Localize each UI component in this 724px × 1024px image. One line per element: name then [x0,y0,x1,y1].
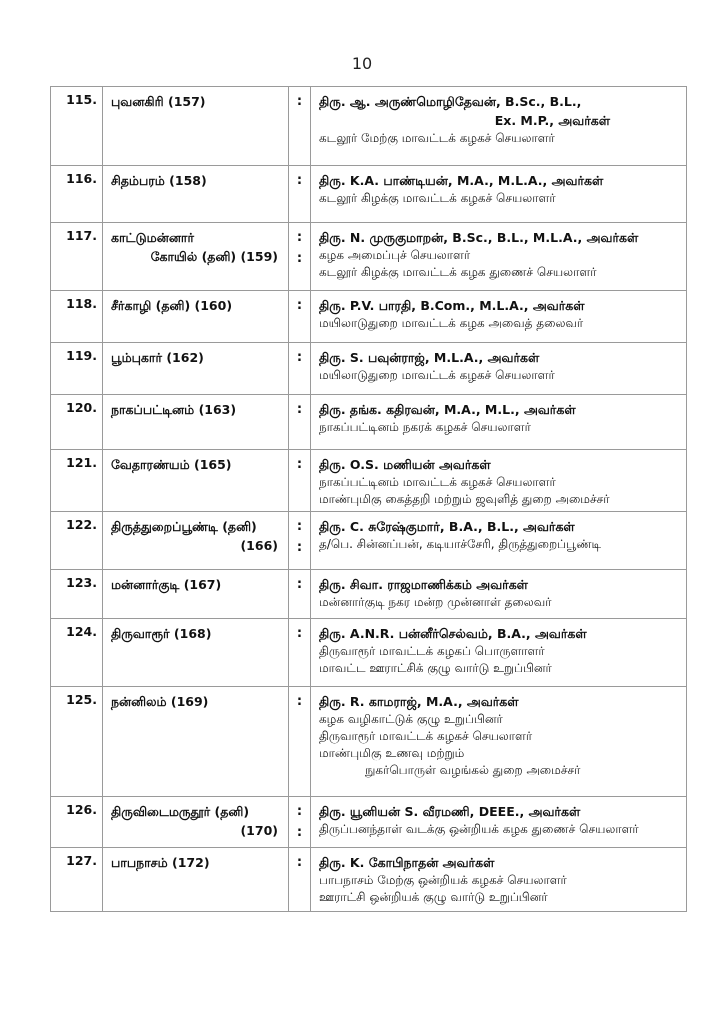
colon: : [296,350,303,365]
colon-separator [289,223,311,290]
table-row [51,619,687,687]
candidate-details [311,848,687,911]
candidate-details [311,343,687,394]
table-row [51,343,687,395]
colon: : [296,298,303,313]
candidate-designation: கழக அமைப்புச் செயலாளர் [319,248,471,262]
constituency [103,166,289,222]
candidate-name: திரு. S. பவுன்ராஜ், M.L.A., அவர்கள் [319,350,540,365]
constituency-line: வேதாரண்யம் (165) [111,457,232,472]
candidate-details [311,223,687,290]
table-row [51,797,687,848]
colon-separator [289,687,311,796]
candidate-name: திரு. A.N.R. பன்னீர்செல்வம், B.A., அவர்கள் [319,626,587,641]
constituency-line: நன்னிலம் (169) [111,694,209,709]
constituency-line: (166) [240,538,278,553]
colon: : [296,804,303,819]
candidate-details [311,619,687,686]
candidate-designation: த/பெ. சின்னப்பன், கடியாச்சேரி, திருத்துறைப்பூண்டி [319,537,602,551]
candidate-details [311,512,687,569]
constituency-line: திருத்துறைப்பூண்டி (தனி) [111,519,257,534]
constituency [103,687,289,796]
constituency [103,291,289,342]
serial-number: 121. [51,450,103,511]
constituency-line: சீர்காழி (தனி) (160) [111,298,233,313]
colon: : [296,251,303,266]
constituency [103,223,289,290]
serial-number: 118. [51,291,103,342]
table-row [51,87,687,166]
candidate-details [311,687,687,796]
constituency-line: (170) [240,823,278,838]
colon-separator [289,87,311,165]
constituency [103,450,289,511]
candidate-details [311,570,687,618]
candidate-name: திரு. K. கோபிநாதன் அவர்கள் [319,855,495,870]
constituency-line: காட்டுமன்னார் [111,230,194,245]
table-row [51,223,687,291]
candidate-name-continued: Ex. M.P., அவர்கள் [494,113,610,128]
constituency-line: புவனகிரி (157) [111,94,206,109]
serial-number: 117. [51,223,103,290]
constituency [103,848,289,911]
serial-number: 126. [51,797,103,847]
candidate-designation: நாகப்பட்டினம் மாவட்டக் கழகச் செயலாளர் [319,475,556,489]
constituency-line: கோயில் (தனி) (159) [150,249,278,264]
colon: : [296,94,303,109]
colon-separator [289,395,311,449]
constituency [103,343,289,394]
candidate-designation: மாண்புமிகு உணவு மற்றும் [319,746,465,760]
constituency-line: திருவிடைமருதூர் (தனி) [111,804,250,819]
candidate-name: திரு. ஆ. அருண்மொழிதேவன், B.Sc., B.L., [319,94,582,109]
candidate-name: திரு. சிவா. ராஜமாணிக்கம் அவர்கள் [319,577,528,592]
colon: : [296,540,303,555]
candidate-details [311,395,687,449]
candidate-designation: திருவாரூர் மாவட்டக் கழகப் பொருளாளர் [319,644,545,658]
page-number: 10 [351,54,373,73]
constituency [103,797,289,847]
colon-separator [289,797,311,847]
constituency-line: நாகப்பட்டினம் (163) [111,402,237,417]
serial-number: 127. [51,848,103,911]
colon: : [296,626,303,641]
table-row [51,291,687,343]
table-row [51,687,687,797]
serial-number: 125. [51,687,103,796]
table-row [51,395,687,450]
colon-separator [289,848,311,911]
colon-separator [289,570,311,618]
colon: : [296,519,303,534]
candidate-name: திரு. தங்க. கதிரவன், M.A., M.L., அவர்கள் [319,402,576,417]
candidate-name: திரு. R. காமராஜ், M.A., அவர்கள் [319,694,519,709]
candidate-designation: திருவாரூர் மாவட்டக் கழகச் செயலாளர் [319,729,533,743]
colon-separator [289,512,311,569]
constituency [103,512,289,569]
colon: : [296,825,303,840]
candidate-details [311,797,687,847]
serial-number: 120. [51,395,103,449]
colon: : [296,694,303,709]
serial-number: 115. [51,87,103,165]
candidate-table [50,86,687,912]
table-row [51,450,687,512]
colon: : [296,173,303,188]
serial-number: 119. [51,343,103,394]
table-row [51,166,687,223]
candidate-designation: மாவட்ட ஊராட்சிக் குழு வார்டு உறுப்பினர் [319,661,552,675]
candidate-designation: கடலூர் கிழக்கு மாவட்டக் கழகச் செயலாளர் [319,191,556,205]
candidate-name: திரு. N. முருகுமாறன், B.Sc., B.L., M.L.A., அவர்கள் [319,230,639,245]
serial-number: 122. [51,512,103,569]
candidate-designation: நுகர்பொருள் வழங்கல் துறை அமைச்சர் [365,763,581,777]
candidate-designation: பாபநாசம் மேற்கு ஒன்றியக் கழகச் செயலாளர் [319,873,567,887]
constituency [103,87,289,165]
serial-number: 116. [51,166,103,222]
colon: : [296,457,303,472]
candidate-details [311,450,687,511]
constituency-line: சிதம்பரம் (158) [111,173,207,188]
candidate-designation: மாண்புமிகு கைத்தறி மற்றும் ஜவுளித் துறை அமைச்சர் [319,492,610,506]
candidate-designation: மயிலாடுதுறை மாவட்டக் கழக அவைத் தலைவர் [319,316,584,330]
constituency-line: திருவாரூர் (168) [111,626,212,641]
candidate-designation: கழக வழிகாட்டுக் குழு உறுப்பினர் [319,712,503,726]
constituency [103,570,289,618]
candidate-details [311,87,687,165]
serial-number: 123. [51,570,103,618]
colon-separator [289,450,311,511]
constituency-line: பூம்புகார் (162) [111,350,204,365]
colon: : [296,402,303,417]
colon: : [296,577,303,592]
colon-separator [289,166,311,222]
colon: : [296,230,303,245]
constituency [103,619,289,686]
candidate-designation: திருப்பனந்தாள் வடக்கு ஒன்றியக் கழக துணைச் செயலாளர் [319,822,639,836]
candidate-designation: நாகப்பட்டினம் நகரக் கழகச் செயலாளர் [319,420,531,434]
constituency [103,395,289,449]
candidate-designation: கடலூர் மேற்கு மாவட்டக் கழகச் செயலாளர் [319,131,555,145]
table-row [51,570,687,619]
candidate-details [311,166,687,222]
colon-separator [289,291,311,342]
serial-number: 124. [51,619,103,686]
colon-separator [289,343,311,394]
table-row [51,512,687,570]
candidate-designation: மன்னார்குடி நகர மன்ற முன்னாள் தலைவர் [319,595,552,609]
colon: : [296,855,303,870]
candidate-details [311,291,687,342]
candidate-designation: மயிலாடுதுறை மாவட்டக் கழகச் செயலாளர் [319,368,555,382]
table-row [51,848,687,912]
candidate-name: திரு. O.S. மணியன் அவர்கள் [319,457,491,472]
candidate-name: திரு. P.V. பாரதி, B.Com., M.L.A., அவர்கள் [319,298,585,313]
constituency-line: மன்னார்குடி (167) [111,577,222,592]
candidate-designation: ஊராட்சி ஒன்றியக் குழு வார்டு உறுப்பினர் [319,890,548,904]
constituency-line: பாபநாசம் (172) [111,855,210,870]
candidate-name: திரு. C. சுரேஷ்குமார், B.A., B.L., அவர்கள் [319,519,575,534]
candidate-designation: கடலூர் கிழக்கு மாவட்டக் கழக துணைச் செயலாளர் [319,265,597,279]
colon-separator [289,619,311,686]
candidate-name: திரு. K.A. பாண்டியன், M.A., M.L.A., அவர்கள் [319,173,604,188]
candidate-name: திரு. யூனியன் S. வீரமணி, DEEE., அவர்கள் [319,804,581,819]
